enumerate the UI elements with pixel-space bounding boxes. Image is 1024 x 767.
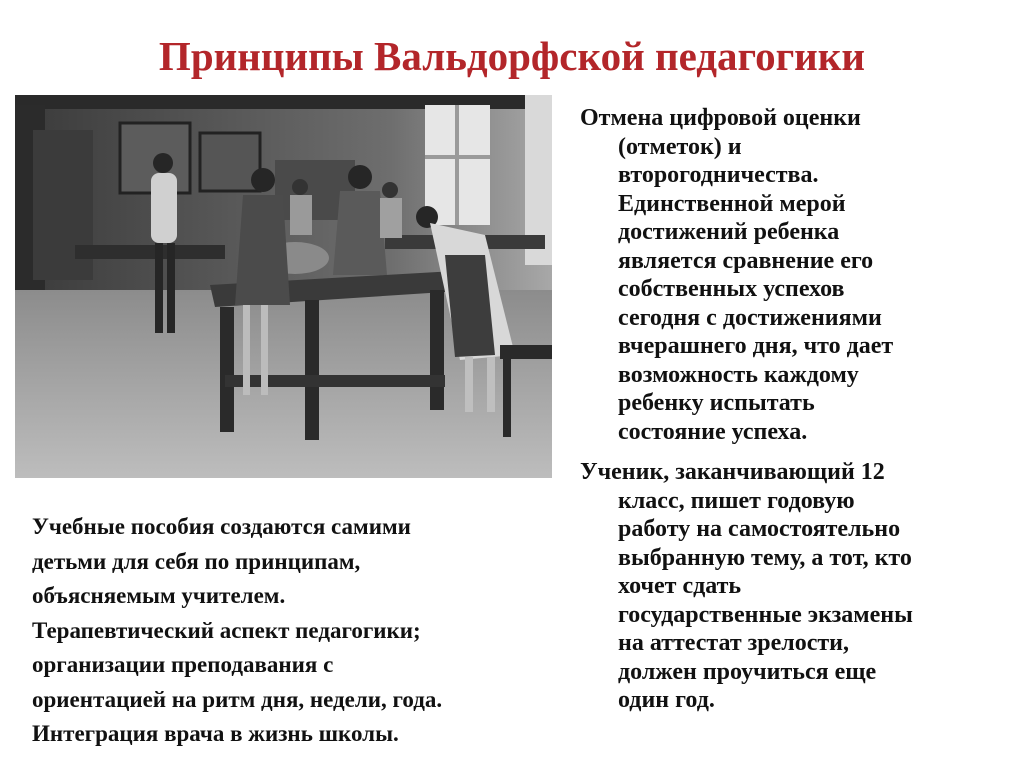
text-line: ребенку испытать [618, 390, 815, 416]
workshop-photo-illustration [15, 95, 552, 478]
text-line: Единственной мерой [618, 190, 846, 217]
text-line: хочет сдать [618, 573, 742, 599]
text-line: Учебные пособия создаются самими [32, 514, 411, 539]
text-line: достижений ребенка [618, 219, 840, 245]
text-line: один год. [618, 687, 715, 713]
text-line: Интеграция врача в жизнь школы. [32, 721, 399, 746]
text-line: выбранную тему, а тот, кто [618, 544, 912, 571]
text-line: государственные экзамены [618, 601, 913, 628]
workshop-photo [15, 95, 552, 478]
text-line: вчерашнего дня, что дает [618, 333, 894, 359]
text-line: Отмена цифровой оценки [580, 105, 861, 131]
text-line: детьми для себя по принципам, [32, 548, 361, 574]
grading-paragraph [580, 104, 1020, 446]
teaching-aids-paragraph [32, 510, 552, 752]
text-line: работу на самостоятельно [618, 516, 901, 542]
text-line: сегодня с достижениями [618, 304, 882, 331]
text-line: является сравнение его [618, 247, 874, 274]
text-line: на аттестат зрелости, [618, 630, 850, 656]
text-line: Ученик, заканчивающий 12 [580, 459, 885, 485]
text-line: второгодничества. [618, 162, 819, 188]
text-line: организации преподавания с [32, 652, 334, 677]
text-line: объясняемым учителем. [32, 583, 286, 608]
slide-title: Принципы Вальдорфской педагогики [158, 33, 866, 79]
text-line: (отметок) и [618, 133, 742, 160]
graduation-paragraph [580, 458, 1020, 715]
text-line: класс, пишет годовую [618, 487, 855, 514]
text-line: ориентацией на ритм дня, недели, года. [32, 686, 443, 712]
text-line: возможность каждому [618, 361, 859, 388]
text-line: Терапевтический аспект педагогики; [32, 617, 421, 643]
text-line: должен проучиться еще [618, 658, 877, 685]
text-line: состояние успеха. [618, 418, 808, 445]
text-line: собственных успехов [618, 276, 845, 302]
